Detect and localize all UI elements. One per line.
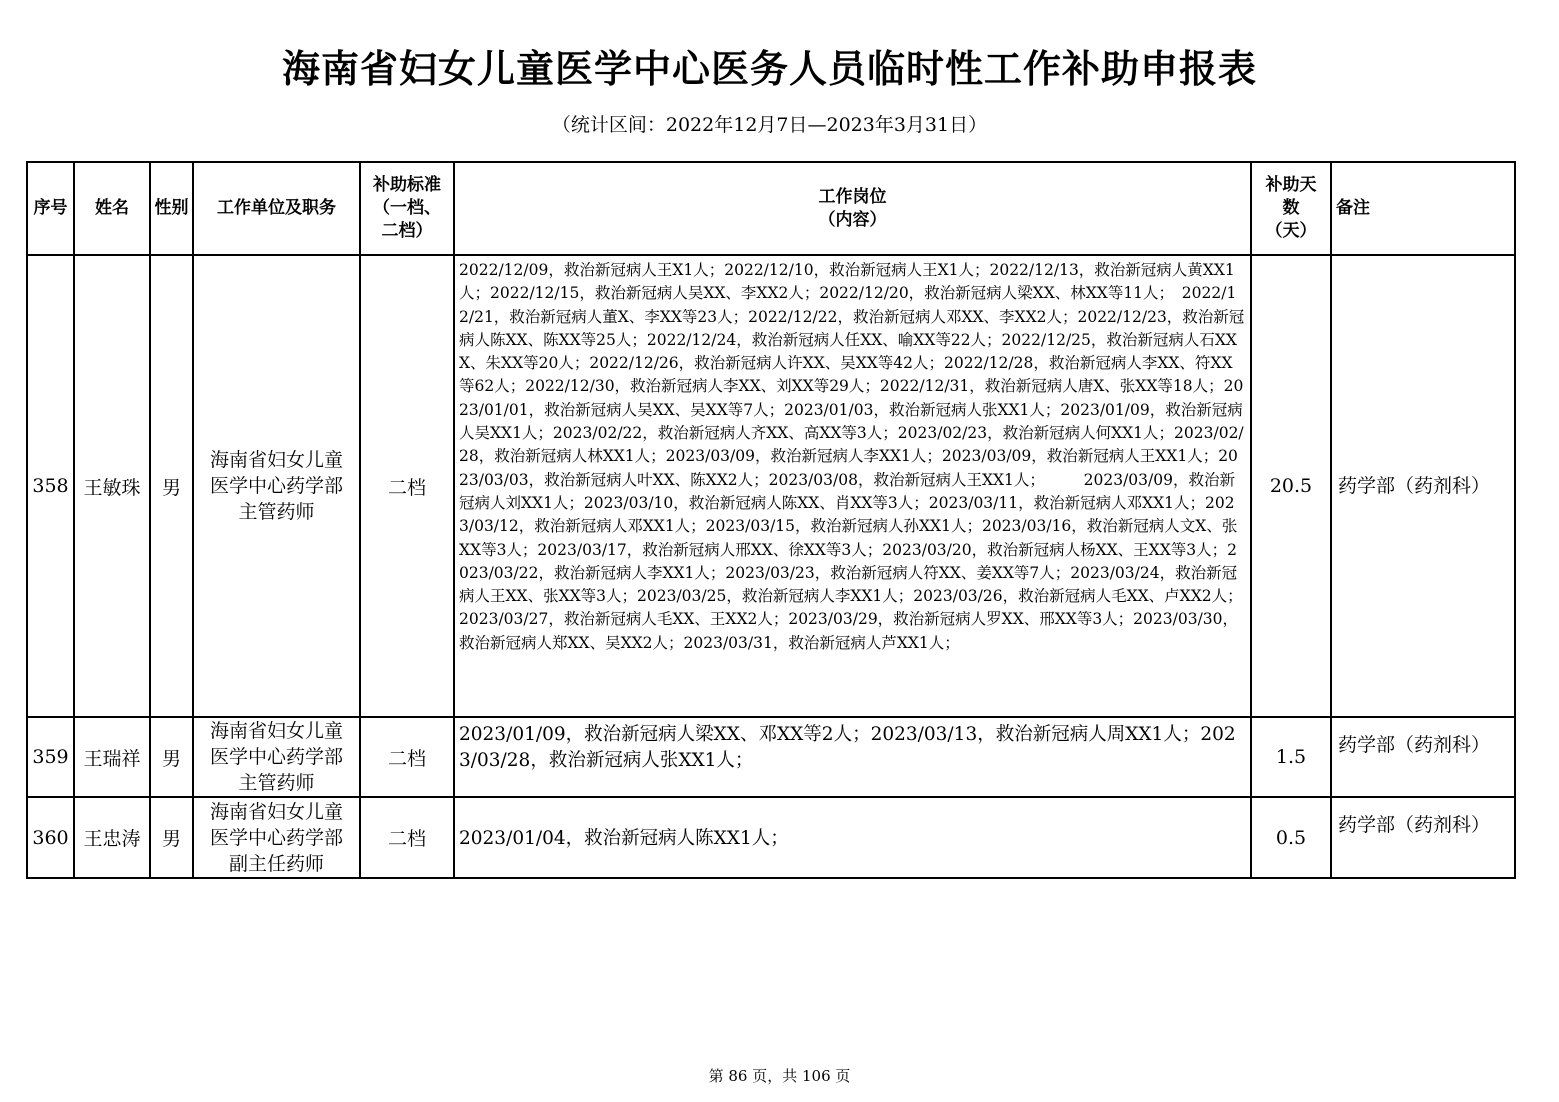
cell-seq: 358 bbox=[27, 255, 74, 717]
cell-note: 药学部（药剂科） bbox=[1331, 797, 1515, 878]
header-post-line2: （内容） bbox=[818, 209, 887, 230]
cell-standard: 二档 bbox=[360, 255, 454, 717]
header-post-line1: 工作岗位 bbox=[818, 186, 887, 207]
header-standard bbox=[360, 162, 454, 255]
cell-unit-line1: 海南省妇女儿童 bbox=[209, 720, 343, 742]
cell-standard: 二档 bbox=[360, 797, 454, 878]
page-footer: 第 86 页，共 106 页 bbox=[708, 1067, 851, 1085]
cell-name: 王瑞祥 bbox=[74, 717, 150, 797]
subsidy-table bbox=[26, 161, 1516, 879]
header-unit: 工作单位及职务 bbox=[193, 162, 360, 255]
header-post bbox=[454, 162, 1251, 255]
header-days-line3: （天） bbox=[1265, 221, 1317, 241]
cell-unit-line3: 主管药师 bbox=[238, 501, 315, 523]
cell-unit bbox=[193, 717, 360, 797]
cell-unit-line1: 海南省妇女儿童 bbox=[209, 449, 343, 471]
cell-unit-line2: 医学中心药学部 bbox=[209, 475, 343, 497]
cell-gender: 男 bbox=[150, 797, 193, 878]
table-header-row bbox=[27, 162, 1515, 255]
cell-gender: 男 bbox=[150, 717, 193, 797]
header-days-line2: 数 bbox=[1282, 198, 1300, 218]
header-note: 备注 bbox=[1331, 162, 1515, 255]
cell-work-content bbox=[454, 255, 1251, 717]
header-gender: 性别 bbox=[150, 162, 193, 255]
cell-unit-line2: 医学中心药学部 bbox=[209, 826, 343, 849]
cell-unit-line3: 主管药师 bbox=[238, 772, 315, 794]
cell-name: 王忠涛 bbox=[74, 797, 150, 878]
header-seq: 序号 bbox=[27, 162, 74, 255]
cell-note: 药学部（药剂科） bbox=[1331, 717, 1515, 797]
cell-gender: 男 bbox=[150, 255, 193, 717]
cell-unit-line1: 海南省妇女儿童 bbox=[209, 800, 343, 823]
cell-days: 1.5 bbox=[1251, 717, 1331, 797]
cell-days: 0.5 bbox=[1251, 797, 1331, 878]
cell-unit-line2: 医学中心药学部 bbox=[209, 746, 343, 768]
cell-unit bbox=[193, 255, 360, 717]
header-standard-line1: 补助标准 bbox=[373, 175, 441, 195]
cell-days: 20.5 bbox=[1251, 255, 1331, 717]
header-standard-line3: 二档） bbox=[381, 221, 433, 241]
cell-unit bbox=[193, 797, 360, 878]
work-content-text: 2022/12/09，救治新冠病人王X1人；2022/12/10，救治新冠病人王X1人；2022/12/13，救治新冠病人黄XX1人；2022/12/15，救治新冠病人吴XX、李XX2人；2022/12/20，救治新冠病人梁XX、林XX等11人； 2022/12/21，救治新冠病人董X、李XX等23人；2022/12/22，救治新冠病人邓XX、李XX2人；2022/12/23，救治新冠病人陈XX、陈XX等25人；2022/12/24，救治新冠病人任XX、喻XX等22人；2022/12/25，救治新冠病人石XXX、朱XX等20人；2022/12/26，救治新冠病人许XX、吴XX等42人；2022/12/28，救治新冠病人李XX、符XX等62人；2022/12/30，救治新冠病人李XX、刘XX等29人；2022/12/31，救治新冠病人唐X、张XX等18人；2023/01/01，救治新冠病人吴XX、吴XX等7人；2023/01/03，救治新冠病人张XX1人；2023/01/09，救治新冠病人吴XX1人；2023/02/22，救治新冠病人齐XX、高XX等3人；2023/02/23，救治新冠病人何XX1人；2023/02/28，救治新冠病人林XX1人；2023/03/09，救治新冠病人李XX1人；2023/03/09，救治新冠病人王XX1人；2023/03/03，救治新冠病人叶XX、陈XX2人；2023/03/08，救治新冠病人王XX1人； 2023/03/09，救治新冠病人刘XX1人；2023/03/10，救治新冠病人陈XX、肖XX等3人；2023/03/11，救治新冠病人邓XX1人；2023/03/12，救治新冠病人邓XX1人；2023/03/15，救治新冠病人孙XX1人；2023/03/16，救治新冠病人文X、张XX等3人；2023/03/17，救治新冠病人邢XX、徐XX等3人；2023/03/20，救治新冠病人杨XX、王XX等3人；2023/03/22，救治新冠病人李XX1人；2023/03/23，救治新冠病人符XX、姜XX等7人；2023/03/24，救治新冠病人王XX、张XX等3人；2023/03/25，救治新冠病人李XX1人；2023/03/26，救治新冠病人毛XX、卢XX2人；2023/03/27，救治新冠病人毛XX、王XX2人；2023/03/29，救治新冠病人罗XX、邢XX等3人；2023/03/30，救治新冠病人郑XX、吴XX2人；2023/03/31，救治新冠病人芦XX1人； bbox=[459, 261, 1245, 652]
cell-work-content: 2023/01/04，救治新冠病人陈XX1人； bbox=[454, 797, 1251, 878]
cell-standard: 二档 bbox=[360, 717, 454, 797]
header-name: 姓名 bbox=[74, 162, 150, 255]
header-days bbox=[1251, 162, 1331, 255]
cell-work-content: 2023/01/09，救治新冠病人梁XX、邓XX等2人；2023/03/13，救治新冠病人周XX1人；2023/03/28，救治新冠病人张XX1人； bbox=[454, 717, 1251, 797]
statistics-period: （统计区间：2022年12月7日—2023年3月31日） bbox=[551, 114, 988, 136]
cell-name: 王敏珠 bbox=[74, 255, 150, 717]
cell-seq: 360 bbox=[27, 797, 74, 878]
header-standard-line2: （一档、 bbox=[373, 198, 441, 218]
table-row bbox=[27, 255, 1515, 717]
cell-note: 药学部（药剂科） bbox=[1331, 255, 1515, 717]
table-row bbox=[27, 717, 1515, 797]
header-days-line1: 补助天 bbox=[1265, 175, 1317, 195]
cell-unit-line3: 副主任药师 bbox=[228, 852, 324, 875]
cell-seq: 359 bbox=[27, 717, 74, 797]
table-row bbox=[27, 797, 1515, 878]
page-title: 海南省妇女儿童医学中心医务人员临时性工作补助申报表 bbox=[281, 47, 1257, 91]
